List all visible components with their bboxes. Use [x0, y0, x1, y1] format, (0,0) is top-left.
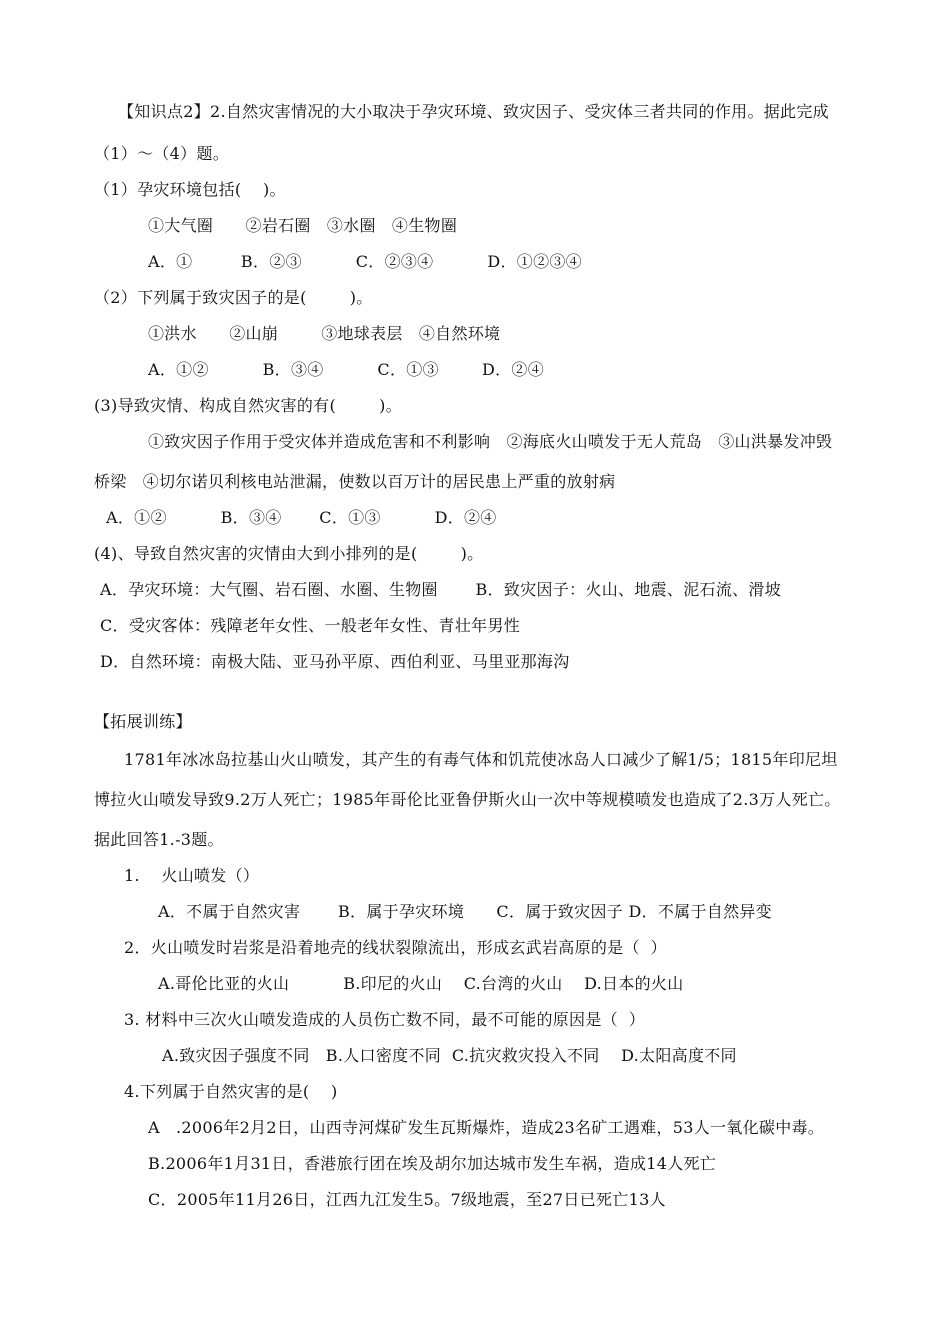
question-1-options: A．① B．②③ C．②③④ D．①②③④ [148, 252, 582, 271]
question-1-items: ①大气圈 ②岩石圈 ③水圈 ④生物圈 [148, 216, 458, 235]
ext-question-1-options: A．不属于自然灾害 B．属于孕灾环境 C．属于致灾因子 D．不属于自然异变 [158, 902, 772, 921]
question-4-option-c: C．受灾客体：残障老年女性、一般老年女性、青壮年男性 [100, 616, 521, 635]
ext-question-4-option-b: B.2006年1月31日，香港旅行团在埃及胡尔加达城市发生车祸，造成14人死亡 [148, 1154, 717, 1173]
question-1-stem: （1）孕灾环境包括( )。 [94, 180, 286, 199]
extension-heading: 【拓展训练】 [94, 712, 192, 731]
material-text: 1781年冰冰岛拉基山火山喷发，其产生的有毒气体和饥荒使冰岛人口减少了解1/5；1815年印尼坦 [124, 750, 838, 769]
question-2-stem: （2）下列属于致灾因子的是( )。 [94, 288, 373, 307]
question-4-stem: (4)、导致自然灾害的灾情由大到小排列的是( )。 [94, 544, 484, 563]
question-4-option-d: D．自然环境：南极大陆、亚马孙平原、西伯利亚、马里亚那海沟 [100, 652, 570, 671]
question-3-options: A．①② B．③④ C．①③ D．②④ [106, 508, 497, 527]
ext-question-4-option-a: A .2006年2月2日，山西寺河煤矿发生瓦斯爆炸，造成23名矿工遇难，53人一氧化碳中毒。 [148, 1118, 825, 1137]
knowledge-point-intro: 【知识点2】2.自然灾害情况的大小取决于孕灾环境、致灾因子、受灾体三者共同的作用。据此完成 [118, 102, 829, 121]
ext-question-4-stem: 4.下列属于自然灾害的是( ) [124, 1082, 338, 1101]
ext-question-1-stem: 1. 火山喷发（） [124, 866, 260, 885]
question-2-options: A．①② B．③④ C．①③ D．②④ [148, 360, 544, 379]
knowledge-point-intro-cont: （1）～（4）题。 [94, 144, 230, 163]
question-3-items-cont: 桥梁 ④切尔诺贝利核电站泄漏，使数以百万计的居民患上严重的放射病 [94, 472, 616, 491]
question-3-items: ①致灾因子作用于受灾体并造成危害和不利影响 ②海底火山喷发于无人荒岛 ③山洪暴发冲毁 [148, 432, 833, 451]
ext-question-3-stem: 3. 材料中三次火山喷发造成的人员伤亡数不同，最不可能的原因是（ ） [124, 1010, 646, 1029]
ext-question-2-stem: 2．火山喷发时岩浆是沿着地壳的线状裂隙流出，形成玄武岩高原的是（ ） [124, 938, 667, 957]
question-4-option-ab: A．孕灾环境：大气圈、岩石圈、水圈、生物圈 B．致灾因子：火山、地震、泥石流、滑坡 [100, 580, 782, 599]
ext-question-4-option-c: C．2005年11月26日，江西九江发生5。7级地震，至27日已死亡13人 [148, 1190, 666, 1209]
material-text-instruction: 据此回答1.-3题。 [94, 830, 224, 849]
material-text-cont: 博拉火山喷发导致9.2万人死亡；1985年哥伦比亚鲁伊斯火山一次中等规模喷发也造成了2.3万人死亡。 [94, 790, 841, 809]
ext-question-2-options: A.哥伦比亚的火山 B.印尼的火山 C.台湾的火山 D.日本的火山 [158, 974, 684, 993]
ext-question-3-options: A.致灾因子强度不同 B.人口密度不同 C.抗灾救灾投入不同 D.太阳高度不同 [162, 1046, 737, 1065]
question-2-items: ①洪水 ②山崩 ③地球表层 ④自然环境 [148, 324, 501, 343]
question-3-stem: (3)导致灾情、构成自然灾害的有( )。 [94, 396, 402, 415]
